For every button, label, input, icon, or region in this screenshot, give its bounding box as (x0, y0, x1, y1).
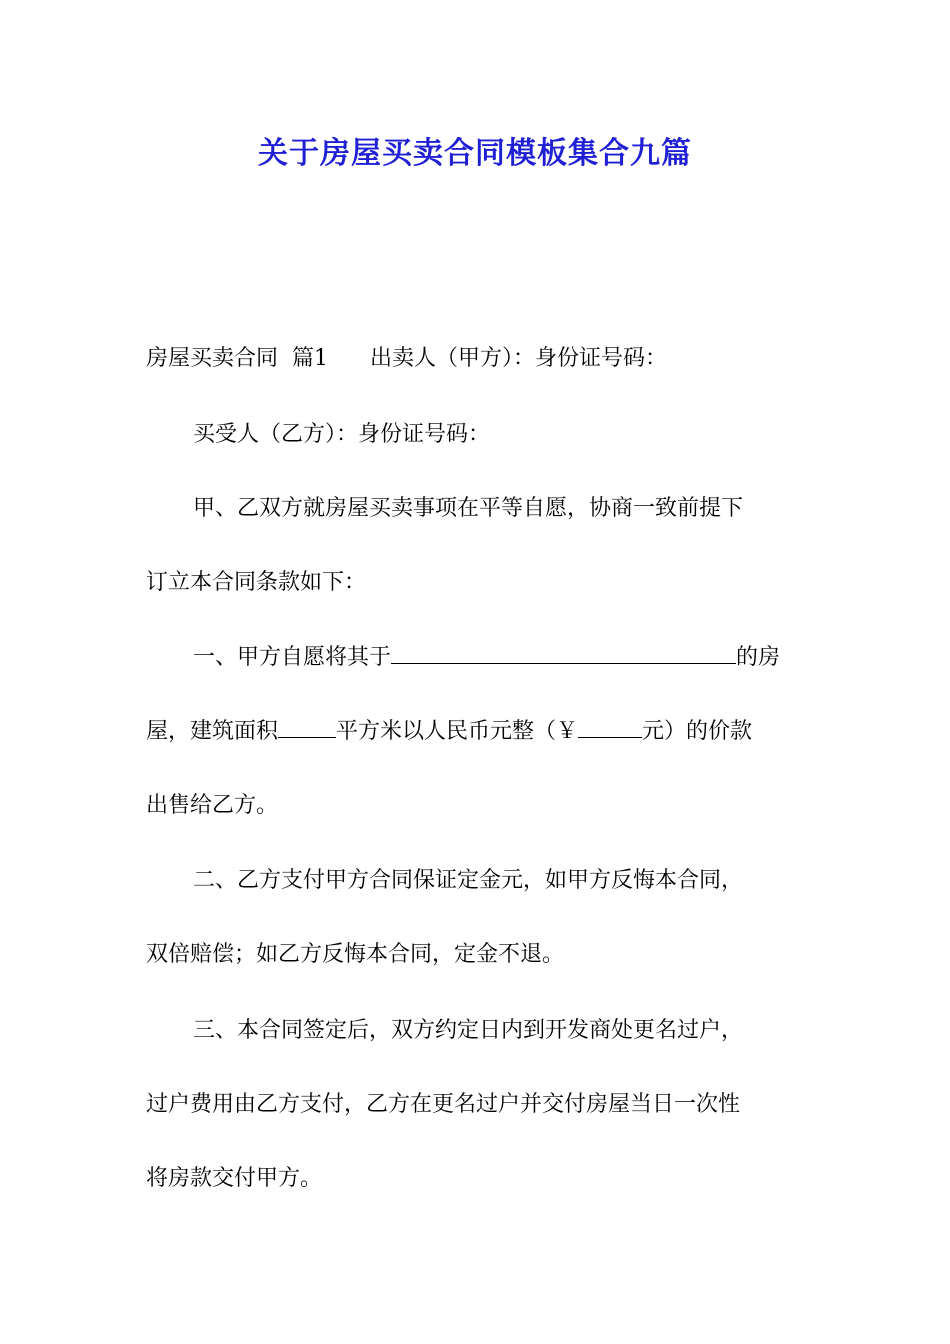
address-blank[interactable] (391, 645, 736, 664)
paragraph-line-3: 甲、乙双方就房屋买卖事项在平等自愿，协商一致前提下 (193, 496, 744, 521)
paragraph-line-9: 双倍赔偿；如乙方反悔本合同，定金不退。 (146, 942, 565, 967)
clause-1-text-end: 的房 (736, 645, 781, 670)
paragraph-line-1: 房屋买卖合同 篇1 出卖人（甲方）：身份证号码： (146, 346, 667, 371)
clause-1-text-start: 一、甲方自愿将其于 (193, 645, 392, 670)
price-text-end: 元）的价款 (642, 719, 753, 744)
paragraph-line-4: 订立本合同条款如下： (146, 570, 367, 595)
area-text: 屋，建筑面积 (146, 719, 279, 744)
area-blank[interactable] (278, 719, 336, 738)
paragraph-line-11: 过户费用由乙方支付，乙方在更名过户并交付房屋当日一次性 (146, 1092, 741, 1117)
price-blank[interactable] (578, 719, 642, 738)
paragraph-line-2: 买受人（乙方）：身份证号码： (193, 422, 491, 447)
paragraph-line-7: 出售给乙方。 (146, 793, 279, 818)
paragraph-line-10: 三、本合同签定后，双方约定日内到开发商处更名过户， (193, 1018, 744, 1043)
paragraph-line-8: 二、乙方支付甲方合同保证定金元，如甲方反悔本合同， (193, 868, 744, 893)
paragraph-line-6 (146, 717, 752, 747)
price-text: 平方米以人民币元整（￥ (336, 719, 579, 744)
paragraph-line-5 (193, 643, 780, 673)
document-title: 关于房屋买卖合同模板集合九篇 (258, 136, 692, 171)
paragraph-line-12: 将房款交付甲方。 (146, 1166, 323, 1191)
